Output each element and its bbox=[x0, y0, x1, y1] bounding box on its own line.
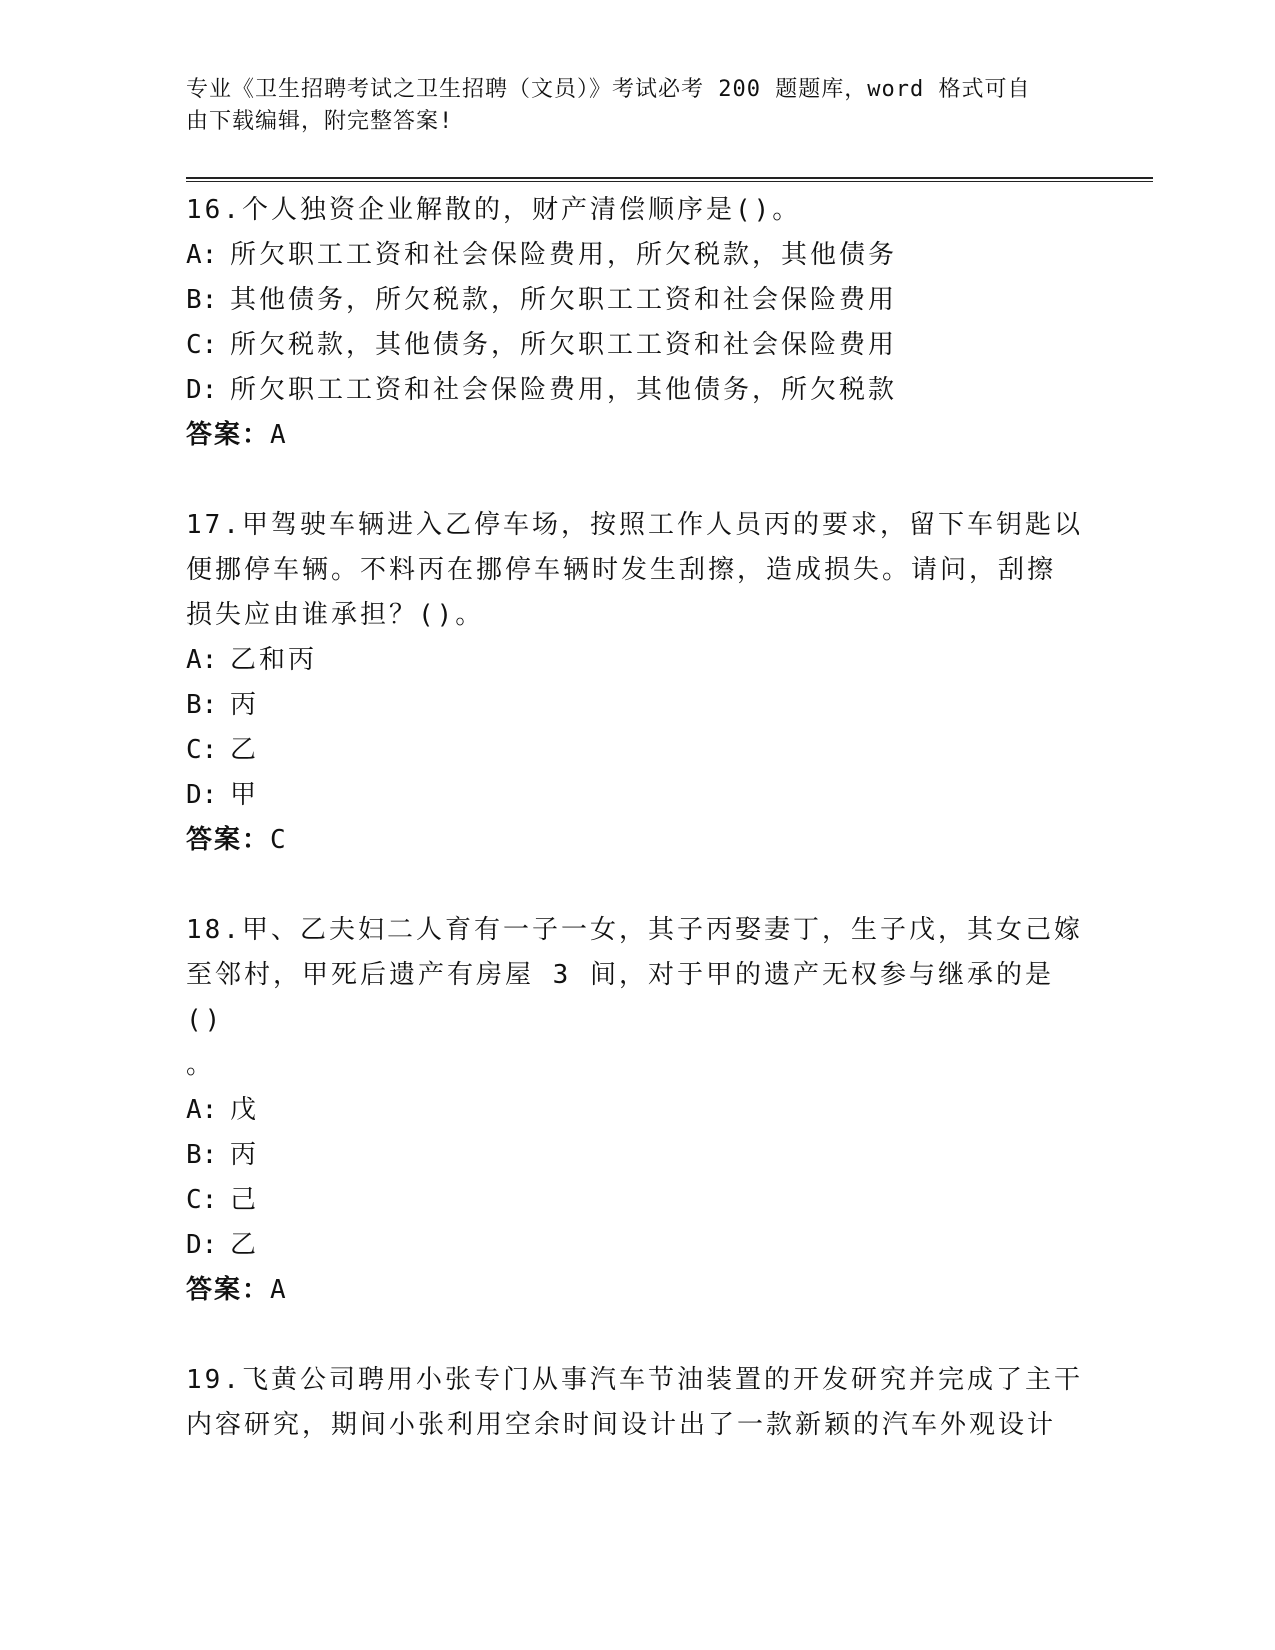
option-letter: B: bbox=[186, 690, 218, 720]
question-text-line: 18.甲、乙夫妇二人育有一子一女，其子丙娶妻丁，生子戊，其女己嫁 bbox=[186, 915, 1083, 945]
answer-option bbox=[186, 683, 1086, 728]
option-text: 乙和丙 bbox=[230, 645, 318, 675]
question-text-line: 19.飞黄公司聘用小张专门从事汽车节油装置的开发研究并完成了主干 bbox=[186, 1365, 1083, 1395]
option-text: 己 bbox=[230, 1185, 260, 1215]
answer-option bbox=[186, 638, 1086, 683]
option-letter: A: bbox=[186, 645, 218, 675]
option-letter: B: bbox=[186, 1140, 218, 1170]
question-block bbox=[186, 908, 1086, 1313]
option-letter: D: bbox=[186, 780, 218, 810]
option-letter: A: bbox=[186, 1095, 218, 1125]
option-text: 乙 bbox=[230, 1230, 260, 1260]
option-text: 乙 bbox=[230, 735, 260, 765]
answer-line bbox=[186, 1268, 1086, 1313]
answer-option bbox=[186, 368, 1086, 413]
question-list bbox=[186, 188, 1086, 1493]
option-letter: C: bbox=[186, 735, 218, 765]
answer-value: C bbox=[270, 825, 288, 855]
option-text: 戊 bbox=[230, 1095, 260, 1125]
option-letter: D: bbox=[186, 1230, 218, 1260]
answer-option bbox=[186, 1133, 1086, 1178]
header-line-1: 专业《卫生招聘考试之卫生招聘（文员）》考试必考 200 题题库，word 格式可自 bbox=[186, 77, 1031, 102]
answer-value: A bbox=[270, 420, 288, 450]
question-block bbox=[186, 188, 1086, 458]
option-text: 甲 bbox=[230, 780, 260, 810]
answer-label: 答案： bbox=[186, 825, 271, 855]
answer-option bbox=[186, 1223, 1086, 1268]
option-letter: C: bbox=[186, 330, 218, 360]
option-text: 其他债务，所欠税款，所欠职工工资和社会保险费用 bbox=[230, 285, 898, 315]
option-letter: C: bbox=[186, 1185, 218, 1215]
answer-line bbox=[186, 818, 1086, 863]
answer-option bbox=[186, 278, 1086, 323]
answer-option bbox=[186, 323, 1086, 368]
question-text-line: 便挪停车辆。不料丙在挪停车辆时发生刮擦，造成损失。请问，刮擦 bbox=[186, 555, 1057, 585]
question-text-line: 。 bbox=[186, 1050, 216, 1080]
option-text: 丙 bbox=[230, 1140, 260, 1170]
answer-label: 答案： bbox=[186, 1275, 271, 1305]
option-letter: D: bbox=[186, 375, 218, 405]
answer-value: A bbox=[270, 1275, 288, 1305]
question-text-line: 至邻村，甲死后遗产有房屋 3 间，对于甲的遗产无权参与继承的是() bbox=[186, 960, 1054, 1035]
question-block bbox=[186, 1358, 1086, 1448]
answer-option bbox=[186, 728, 1086, 773]
header-line-2: 由下载编辑，附完整答案! bbox=[186, 109, 454, 134]
question-text-line: 内容研究，期间小张利用空余时间设计出了一款新颖的汽车外观设计 bbox=[186, 1410, 1057, 1440]
answer-option bbox=[186, 773, 1086, 818]
question-text-line: 损失应由谁承担？()。 bbox=[186, 600, 485, 630]
question-block bbox=[186, 503, 1086, 863]
question-text-line: 16.个人独资企业解散的，财产清偿顺序是()。 bbox=[186, 195, 802, 225]
option-text: 所欠税款，其他债务，所欠职工工资和社会保险费用 bbox=[230, 330, 898, 360]
option-text: 丙 bbox=[230, 690, 260, 720]
option-letter: B: bbox=[186, 285, 218, 315]
option-letter: A: bbox=[186, 240, 218, 270]
option-text: 所欠职工工资和社会保险费用，所欠税款，其他债务 bbox=[230, 240, 898, 270]
answer-option bbox=[186, 1088, 1086, 1133]
answer-label: 答案： bbox=[186, 420, 271, 450]
document-header bbox=[186, 74, 1086, 138]
answer-option bbox=[186, 1178, 1086, 1223]
question-text-line: 17.甲驾驶车辆进入乙停车场，按照工作人员丙的要求，留下车钥匙以 bbox=[186, 510, 1083, 540]
answer-line bbox=[186, 413, 1086, 458]
header-divider bbox=[186, 177, 1153, 182]
option-text: 所欠职工工资和社会保险费用，其他债务，所欠税款 bbox=[230, 375, 898, 405]
answer-option bbox=[186, 233, 1086, 278]
